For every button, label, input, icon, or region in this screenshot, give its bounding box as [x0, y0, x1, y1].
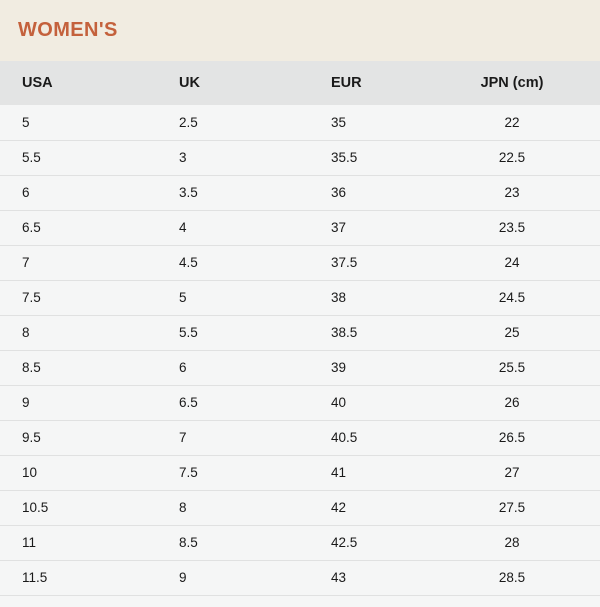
- cell-uk: 2.5: [157, 105, 309, 140]
- cell-eur: 40.5: [309, 420, 454, 455]
- cell-uk: 4.5: [157, 245, 309, 280]
- table-row: [0, 525, 600, 560]
- cell-usa: 8.5: [0, 350, 157, 385]
- table-row: [0, 350, 600, 385]
- cell-usa: 7: [0, 245, 157, 280]
- column-header-jpn: JPN (cm): [454, 61, 600, 105]
- table-row: [0, 490, 600, 525]
- cell-uk: 5.5: [157, 315, 309, 350]
- cell-usa: 8: [0, 315, 157, 350]
- cell-jpn: 23: [454, 175, 600, 210]
- cell-jpn: 26: [454, 385, 600, 420]
- cell-uk: 8: [157, 490, 309, 525]
- cell-uk: 7: [157, 420, 309, 455]
- cell-usa: 7.5: [0, 280, 157, 315]
- column-header-usa: USA: [0, 61, 157, 105]
- table-row: [0, 560, 600, 595]
- table-header-row: [0, 61, 600, 105]
- cell-jpn: 28: [454, 525, 600, 560]
- cell-uk: 8.5: [157, 525, 309, 560]
- table-row: [0, 140, 600, 175]
- size-conversion-table: [0, 61, 600, 596]
- cell-uk: 3.5: [157, 175, 309, 210]
- cell-usa: 6.5: [0, 210, 157, 245]
- cell-usa: 9.5: [0, 420, 157, 455]
- table-row: [0, 455, 600, 490]
- cell-eur: 43: [309, 560, 454, 595]
- cell-eur: 38: [309, 280, 454, 315]
- cell-uk: 3: [157, 140, 309, 175]
- table-row: [0, 105, 600, 140]
- cell-usa: 10.5: [0, 490, 157, 525]
- cell-usa: 5.5: [0, 140, 157, 175]
- chart-header: [0, 0, 600, 61]
- cell-jpn: 27: [454, 455, 600, 490]
- cell-eur: 41: [309, 455, 454, 490]
- cell-uk: 4: [157, 210, 309, 245]
- table-row: [0, 315, 600, 350]
- table-row: [0, 385, 600, 420]
- column-header-eur: EUR: [309, 61, 454, 105]
- table-row: [0, 420, 600, 455]
- cell-uk: 9: [157, 560, 309, 595]
- cell-uk: 7.5: [157, 455, 309, 490]
- table-row: [0, 210, 600, 245]
- cell-eur: 42.5: [309, 525, 454, 560]
- cell-eur: 35.5: [309, 140, 454, 175]
- cell-eur: 40: [309, 385, 454, 420]
- cell-eur: 37: [309, 210, 454, 245]
- page-title: WOMEN'S: [18, 19, 118, 41]
- cell-usa: 11.5: [0, 560, 157, 595]
- cell-usa: 6: [0, 175, 157, 210]
- cell-jpn: 24.5: [454, 280, 600, 315]
- cell-eur: 35: [309, 105, 454, 140]
- cell-uk: 6.5: [157, 385, 309, 420]
- cell-uk: 5: [157, 280, 309, 315]
- cell-jpn: 25: [454, 315, 600, 350]
- cell-jpn: 22.5: [454, 140, 600, 175]
- cell-usa: 10: [0, 455, 157, 490]
- cell-usa: 5: [0, 105, 157, 140]
- cell-jpn: 25.5: [454, 350, 600, 385]
- cell-eur: 39: [309, 350, 454, 385]
- cell-jpn: 24: [454, 245, 600, 280]
- cell-jpn: 23.5: [454, 210, 600, 245]
- table-row: [0, 280, 600, 315]
- cell-jpn: 26.5: [454, 420, 600, 455]
- table-row: [0, 245, 600, 280]
- cell-eur: 37.5: [309, 245, 454, 280]
- cell-jpn: 22: [454, 105, 600, 140]
- cell-jpn: 28.5: [454, 560, 600, 595]
- cell-jpn: 27.5: [454, 490, 600, 525]
- table-body: [0, 105, 600, 595]
- column-header-uk: UK: [157, 61, 309, 105]
- cell-eur: 42: [309, 490, 454, 525]
- cell-uk: 6: [157, 350, 309, 385]
- cell-usa: 9: [0, 385, 157, 420]
- table-header: [0, 61, 600, 105]
- cell-eur: 36: [309, 175, 454, 210]
- cell-eur: 38.5: [309, 315, 454, 350]
- table-row: [0, 175, 600, 210]
- cell-usa: 11: [0, 525, 157, 560]
